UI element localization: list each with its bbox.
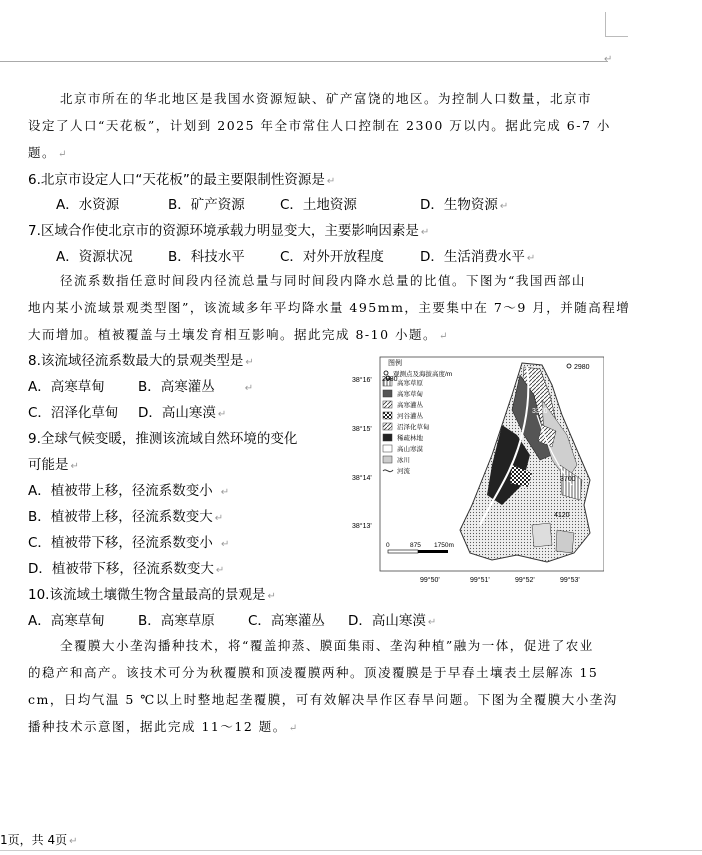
q7-stem: 7.区域合作使北京市的资源环境承载力明显变大，主要影响因素是 ↵	[28, 223, 430, 239]
glacier-area-2	[556, 530, 574, 553]
intro1-line1: 北京市所在的华北地区是我国水资源短缺、矿产富饶的地区。为控制人口数量，北京市	[60, 91, 593, 106]
glacier-area	[532, 523, 552, 547]
legend-item-2: 高寒草甸	[397, 391, 423, 398]
page-corner-mark	[605, 12, 628, 37]
lat-label-2: 38°15'	[352, 426, 372, 433]
q9-option-d: D．植被带下移，径流系数变大 ↵	[28, 561, 225, 577]
intro2-line3: 大而增加。植被覆盖与土壤发育相互影响。据此完成 8-10 小题。 ↵	[28, 327, 449, 342]
legend-item-8: 冰川	[397, 457, 410, 464]
legend-item-3: 高寒灌丛	[397, 402, 423, 409]
intro2-line1: 径流系数指任意时间段内径流总量与同时间段内降水总量的比值。下图为“我国西部山	[60, 273, 586, 288]
lon-label-3: 99°52'	[515, 577, 535, 584]
q7-option-d: D．生活消费水平 ↵	[420, 249, 536, 265]
legend-item-9: 河流	[397, 468, 410, 475]
q9-option-b: B．植被带上移，径流系数变大 ↵	[28, 509, 224, 525]
q6-option-d: D．生物资源 ↵	[420, 197, 509, 213]
watershed-landscape-map	[352, 355, 604, 585]
q6-option-c: C．土地资源	[280, 197, 357, 213]
intro1-line3: 题。 ↵	[28, 145, 68, 160]
legend-title: 图例	[388, 360, 402, 367]
q7-option-c: C．对外开放程度	[280, 249, 384, 265]
lat-label-3: 38°14'	[352, 475, 372, 482]
q8-option-b: B．高寒灌丛 ↵	[138, 379, 254, 395]
q8-stem: 8.该流域径流系数最大的景观类型是 ↵	[28, 353, 254, 369]
page-bottom-rule	[0, 850, 702, 851]
legend-item-7: 高山寒漠	[397, 446, 423, 453]
q6-stem: 6.北京市设定人口“天花板”的最主要限制性资源是 ↵	[28, 172, 336, 188]
intro3-line2: 的稳产和高产。该技术可分为秋覆膜和顶凌覆膜两种。顶凌覆膜是于早春土壤表土层解冻 15	[28, 665, 599, 680]
q7-option-b: B．科技水平	[168, 249, 245, 265]
elev-label-2980-right: 2980	[574, 364, 590, 371]
intro3-line3: cm，日均气温 5 ℃以上时整地起垄覆膜，可有效解决旱作区春旱问题。下图为全覆膜大小垄沟	[28, 692, 618, 707]
page-footer: 1页，共 4页 ↵	[0, 833, 78, 847]
scale-label-875: 875	[410, 542, 421, 549]
intro2-line2: 地内某小流域景观类型图”，该流域多年平均降水量 495mm，主要集中在 7～9 月，并随高程增	[28, 300, 631, 315]
elev-label-4120: 4120	[554, 512, 570, 519]
scale-label-1750: 1750m	[434, 542, 454, 549]
legend-item-1: 高寒草原	[397, 380, 423, 387]
q9-option-c: C．植被带下移，径流系数变小 ↵	[28, 535, 230, 551]
q10-option-d: D．高山寒漠 ↵	[348, 613, 437, 629]
q8-option-d: D．高山寒漠 ↵	[138, 405, 227, 421]
header-return-mark: ↵	[604, 54, 613, 65]
legend-item-6: 稀疏林地	[397, 435, 423, 442]
legend-item-4: 河谷灌丛	[397, 413, 423, 420]
elev-label-2980-left: 2980	[382, 376, 398, 383]
intro1-line2: 设定了人口“天花板”，计划到 2025 年全市常住人口控制在 2300 万以内。据此完成 6-7 小	[28, 118, 611, 133]
intro3-line1: 全覆膜大小垄沟播种技术，将“覆盖抑蒸、膜面集雨、垄沟种植”融为一体，促进了农业	[60, 638, 594, 653]
q9-option-a: A．植被带上移，径流系数变小 ↵	[28, 483, 230, 499]
legend-item-5: 沼泽化草甸	[397, 424, 430, 431]
q10-option-b: B．高寒草原	[138, 613, 215, 629]
lon-label-2: 99°51'	[470, 577, 490, 584]
intro3-line4: 播种技术示意图，据此完成 11～12 题。 ↵	[28, 719, 299, 734]
scale-label-0: 0	[386, 542, 390, 549]
lat-label-1: 38°16'	[352, 377, 372, 384]
q10-stem: 10.该流域土壤微生物含量最高的景观是 ↵	[28, 587, 276, 603]
q8-option-a: A．高寒草甸	[28, 379, 105, 395]
q9-stem-line2: 可能是 ↵	[28, 457, 79, 473]
legend-item-0: 观测点及海拔高度/m	[393, 371, 453, 378]
lon-label-4: 99°53'	[560, 577, 580, 584]
q10-option-a: A．高寒草甸	[28, 613, 105, 629]
q7-option-a: A．资源状况	[56, 249, 133, 265]
q10-option-c: C．高寒灌丛	[248, 613, 325, 629]
q8-option-c: C．沼泽化草甸	[28, 405, 119, 421]
elev-label-3320: 3320	[532, 408, 548, 415]
q6-option-b: B．矿产资源	[168, 197, 245, 213]
elev-label-3700: 3700	[560, 476, 576, 483]
lat-label-4: 38°13'	[352, 523, 372, 530]
lon-label-1: 99°50'	[420, 577, 440, 584]
q9-stem-line1: 9.全球气候变暖，推测该流域自然环境的变化	[28, 431, 298, 447]
header-rule	[0, 61, 608, 62]
q6-option-a: A．水资源	[56, 197, 120, 213]
